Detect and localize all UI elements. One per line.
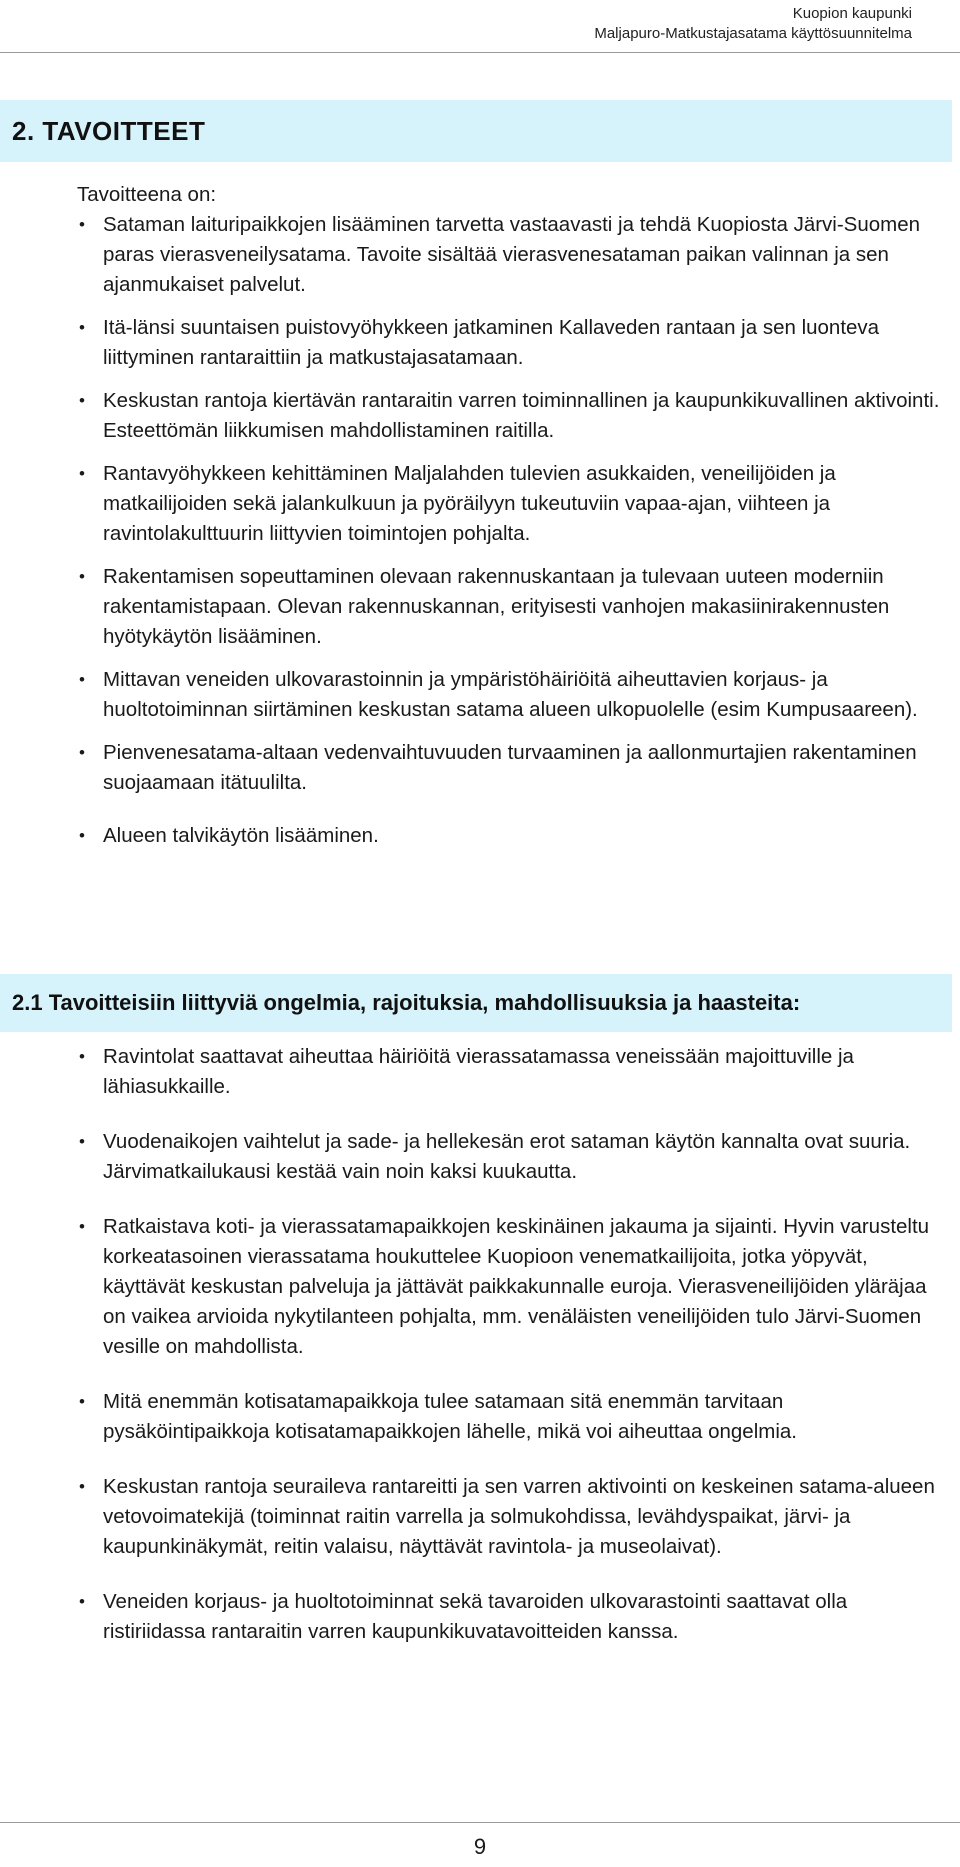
list-item xyxy=(77,1472,951,1562)
bullet-icon: • xyxy=(79,1477,85,1496)
bullet-icon: • xyxy=(79,670,85,689)
page-header xyxy=(594,4,912,44)
list-item-text: Vuodenaikojen vaihtelut ja sade- ja hellekesän erot sataman käytön kannalta ovat suuria. Järvimatkailukausi kestää vain noin kaksi kuukautta. xyxy=(103,1130,911,1183)
list-item-text: Sataman laituripaikkojen lisääminen tarvetta vastaavasti ja tehdä Kuopiosta Järvi-Suomen paras vierasveneilysatama. Tavoite sisältää vierasvenesataman paikan valinnan ja sen ajanmukaiset palvelut. xyxy=(103,213,921,296)
list-item-text: Veneiden korjaus- ja huoltotoiminnat sekä tavaroiden ulkovarastointi saattavat olla ristiriidassa rantaraitin varren kaupunkikuvatavoitteiden kanssa. xyxy=(103,1590,848,1643)
list-item-text: Rantavyöhykkeen kehittäminen Maljalahden tulevien asukkaiden, veneilijöiden ja matkailijoiden sekä jalankulkuun ja pyöräilyyn tukeutuviin vapaa-ajan, viihteen ja ravintolakulttuurin liittyvien toimintojen pohjalta. xyxy=(103,462,836,545)
subsection-title: 2.1 Tavoitteisiin liittyviä ongelmia, rajoituksia, mahdollisuuksia ja haasteita: xyxy=(12,990,801,1015)
bullet-icon: • xyxy=(79,1592,85,1611)
bullet-icon: • xyxy=(79,567,85,586)
list-item xyxy=(77,1042,951,1102)
list-item-text: Itä-länsi suuntaisen puistovyöhykkeen jatkaminen Kallaveden rantaan ja sen luonteva liittyminen rantaraittiin ja matkustajasatamaan. xyxy=(103,316,880,369)
list-item xyxy=(77,386,951,446)
list-item xyxy=(77,821,951,851)
bullet-icon: • xyxy=(79,318,85,337)
bullet-icon: • xyxy=(79,464,85,483)
section-title: 2. TAVOITTEET xyxy=(12,116,206,146)
list-item-text: Rakentamisen sopeuttaminen olevaan rakennuskantaan ja tulevaan uuteen moderniin rakentamistapaan. Olevan rakennuskannan, erityisesti vanhojen makasiinirakennusten hyötykäytön lisääminen. xyxy=(103,565,890,648)
challenges-section xyxy=(77,1042,951,1647)
list-item-text: Keskustan rantoja kiertävän rantaraitin varren toiminnallinen ja kaupunkikuvallinen aktivointi. Esteettömän liikkumisen mahdollistaminen raitilla. xyxy=(103,389,940,442)
header-organization: Kuopion kaupunki xyxy=(792,5,912,22)
list-item-text: Mittavan veneiden ulkovarastoinnin ja ympäristöhäiriöitä aiheuttavien korjaus- ja huoltotoiminnan siirtäminen keskustan satama alueen ulkopuolelle (esim Kumpusaareen). xyxy=(103,668,918,721)
list-item xyxy=(77,562,951,652)
bullet-icon: • xyxy=(79,743,85,762)
list-item-text: Keskustan rantoja seuraileva rantareitti ja sen varren aktivointi on keskeinen satama-alueen vetovoimatekijä (toiminnat raitin varrella ja solmukohdissa, levähdyspaikat, järvi- ja kaupunkinäkymät, reitin valaisu, näyttävät ravintola- ja museolaivat). xyxy=(103,1475,935,1558)
bullet-icon: • xyxy=(79,1047,85,1066)
goals-list xyxy=(77,210,951,851)
list-item xyxy=(77,1127,951,1187)
list-item-text: Mitä enemmän kotisatamapaikkoja tulee satamaan sitä enemmän tarvitaan pysäköintipaikkoja kotisatamapaikkojen lähelle, mikä voi aiheuttaa ongelmia. xyxy=(103,1390,797,1443)
list-item-text: Ratkaistava koti- ja vierassatamapaikkojen keskinäinen jakauma ja sijainti. Hyvin varusteltu korkeatasoinen vierassatama houkuttelee Kuopioon venematkailijoita, jotka yöpyvät, käyttävät keskustan palveluja ja jättävät paikkakunnalle euroja. Vierasveneilijöiden yläräjaa on vaikea arvioida nykytilanteen pohjalta, mm. venäläisten veneilijöiden tulo Järvi-Suomen vesille on mahdollista. xyxy=(103,1215,930,1358)
list-item-text: Pienvenesatama-altaan vedenvaihtuvuuden turvaaminen ja aallonmurtajien rakentaminen suojaamaan itätuulilta. xyxy=(103,741,917,794)
list-item xyxy=(77,313,951,373)
list-item-text: Ravintolat saattavat aiheuttaa häiriöitä vierassatamassa veneissään majoittuville ja lähiasukkaille. xyxy=(103,1045,854,1098)
bullet-icon: • xyxy=(79,391,85,410)
list-item xyxy=(77,1387,951,1447)
list-item-text: Alueen talvikäytön lisääminen. xyxy=(103,824,379,847)
list-item xyxy=(77,459,951,549)
list-item xyxy=(77,738,951,798)
challenges-list xyxy=(77,1042,951,1647)
bullet-icon: • xyxy=(79,1132,85,1151)
bullet-icon: • xyxy=(79,1217,85,1236)
goals-section xyxy=(77,180,951,851)
page-number: 9 xyxy=(473,1834,487,1859)
list-item xyxy=(77,665,951,725)
footer-divider xyxy=(0,1822,960,1823)
bullet-icon: • xyxy=(79,215,85,234)
bullet-icon: • xyxy=(79,1392,85,1411)
section-intro: Tavoitteena on: xyxy=(77,183,217,206)
header-document-title: Maljapuro-Matkustajasatama käyttösuunnitelma xyxy=(594,25,912,42)
bullet-icon: • xyxy=(79,826,85,845)
list-item xyxy=(77,210,951,300)
header-divider xyxy=(0,52,960,53)
list-item xyxy=(77,1587,951,1647)
list-item xyxy=(77,1212,951,1362)
